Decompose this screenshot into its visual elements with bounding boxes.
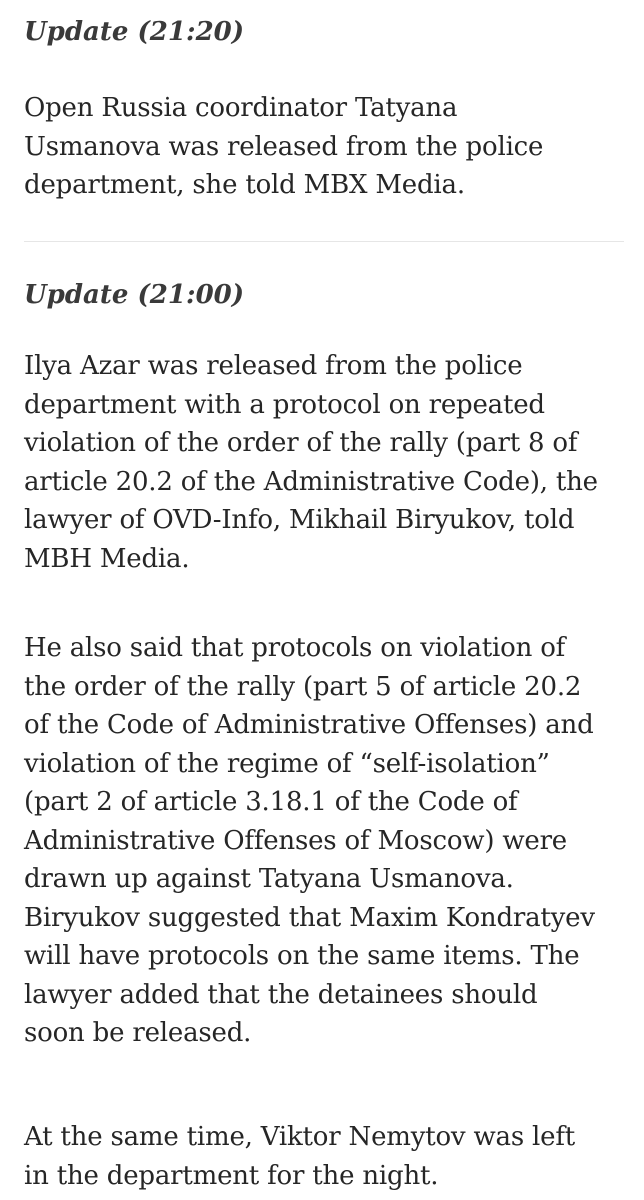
- text-line: department with a protocol on repeated: [24, 389, 545, 420]
- update-timestamp: Update (21:00): [24, 280, 245, 310]
- text-line: the order of the rally (part 5 of article 20.2: [24, 671, 582, 702]
- text-line: violation of the regime of “self-isolation”: [24, 748, 550, 779]
- update-paragraph: [24, 347, 598, 578]
- text-line: Ilya Azar was released from the police: [24, 351, 523, 381]
- text-line: in the department for the night.: [24, 1160, 439, 1191]
- text-line: Open Russia coordinator Tatyana: [24, 93, 458, 123]
- text-line: MBH Media.: [24, 543, 190, 574]
- text-line: (part 2 of article 3.18.1 of the Code of: [24, 787, 518, 817]
- text-line: violation of the order of the rally (part 8 of: [24, 428, 578, 458]
- text-line: will have protocols on the same items. The: [24, 941, 580, 971]
- text-line: At the same time, Viktor Nemytov was left: [24, 1122, 576, 1152]
- text-line: lawyer added that the detainees should: [24, 979, 538, 1010]
- entry-divider: [24, 241, 624, 242]
- update-paragraph: [24, 89, 543, 205]
- text-line: soon be released.: [24, 1018, 252, 1048]
- update-paragraph: [24, 1118, 575, 1195]
- text-line: lawyer of OVD-Info, Mikhail Biryukov, told: [24, 505, 575, 535]
- text-line: Biryukov suggested that Maxim Kondratyev: [24, 902, 595, 933]
- update-timestamp: Update (21:20): [24, 17, 245, 47]
- text-line: of the Code of Administrative Offenses) and: [24, 710, 594, 740]
- text-line: drawn up against Tatyana Usmanova.: [24, 864, 514, 894]
- update-paragraph: [24, 629, 595, 1053]
- text-line: Administrative Offenses of Moscow) were: [24, 825, 567, 856]
- text-line: He also said that protocols on violation of: [24, 633, 566, 663]
- text-line: article 20.2 of the Administrative Code), the: [24, 466, 598, 497]
- text-line: department, she told MBX Media.: [24, 170, 465, 200]
- text-line: Usmanova was released from the police: [24, 131, 544, 162]
